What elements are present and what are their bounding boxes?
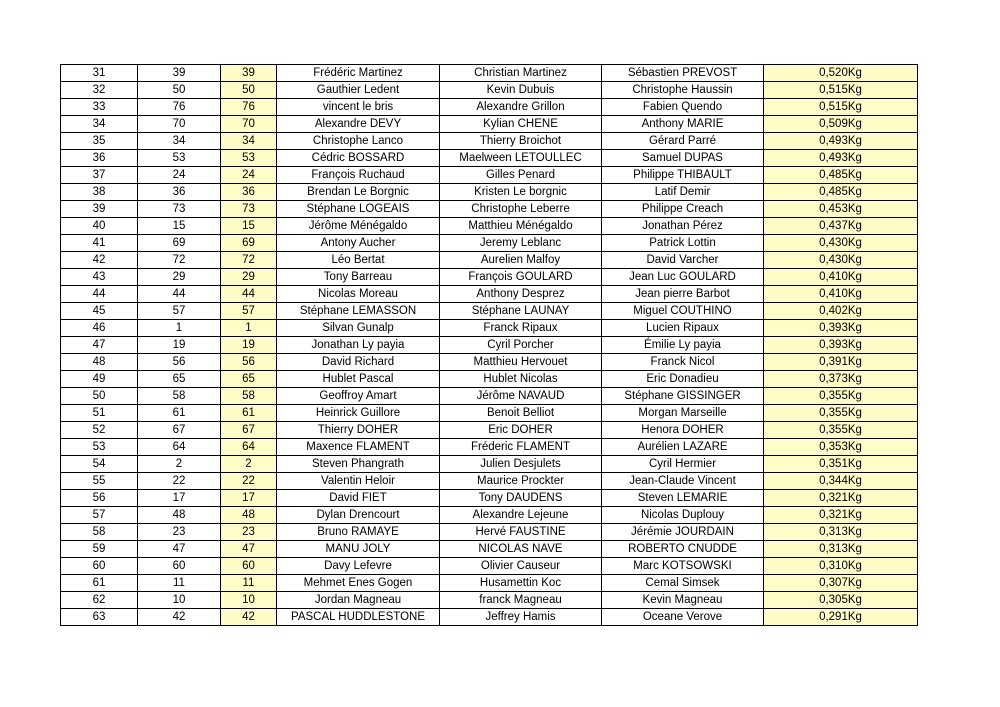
number-cell: 65 (138, 371, 221, 388)
angler-3-cell: Oceane Verove (602, 609, 764, 626)
table-row (61, 371, 918, 388)
weight-cell: 0,515Kg (764, 82, 918, 99)
angler-2-cell: Kevin Dubuis (440, 82, 602, 99)
weight-cell: 0,430Kg (764, 235, 918, 252)
number-cell: 60 (138, 558, 221, 575)
number-cell: 57 (138, 303, 221, 320)
number-highlight-cell: 50 (221, 82, 277, 99)
rank-cell: 42 (61, 252, 138, 269)
table-row (61, 320, 918, 337)
number-cell: 24 (138, 167, 221, 184)
rank-cell: 44 (61, 286, 138, 303)
number-cell: 67 (138, 422, 221, 439)
angler-1-cell: Dylan Drencourt (277, 507, 440, 524)
number-cell: 64 (138, 439, 221, 456)
angler-1-cell: Hublet Pascal (277, 371, 440, 388)
angler-2-cell: Alexandre Lejeune (440, 507, 602, 524)
number-cell: 29 (138, 269, 221, 286)
table-row (61, 82, 918, 99)
angler-3-cell: Gérard Parré (602, 133, 764, 150)
rank-cell: 34 (61, 116, 138, 133)
angler-1-cell: Bruno RAMAYE (277, 524, 440, 541)
table-row (61, 490, 918, 507)
number-highlight-cell: 11 (221, 575, 277, 592)
angler-1-cell: Mehmet Enes Gogen (277, 575, 440, 592)
weight-cell: 0,310Kg (764, 558, 918, 575)
number-highlight-cell: 69 (221, 235, 277, 252)
angler-1-cell: Geoffroy Amart (277, 388, 440, 405)
angler-1-cell: Heinrick Guillore (277, 405, 440, 422)
table-body (61, 65, 918, 626)
number-highlight-cell: 17 (221, 490, 277, 507)
angler-3-cell: Christophe Haussin (602, 82, 764, 99)
number-cell: 23 (138, 524, 221, 541)
number-cell: 56 (138, 354, 221, 371)
angler-1-cell: Antony Aucher (277, 235, 440, 252)
weight-cell: 0,485Kg (764, 184, 918, 201)
angler-2-cell: NICOLAS NAVE (440, 541, 602, 558)
rank-cell: 61 (61, 575, 138, 592)
rank-cell: 45 (61, 303, 138, 320)
number-highlight-cell: 67 (221, 422, 277, 439)
angler-3-cell: David Varcher (602, 252, 764, 269)
number-highlight-cell: 72 (221, 252, 277, 269)
angler-3-cell: Steven LEMARIE (602, 490, 764, 507)
rank-cell: 47 (61, 337, 138, 354)
angler-1-cell: Frédéric Martinez (277, 65, 440, 82)
angler-1-cell: Tony Barreau (277, 269, 440, 286)
table-row (61, 286, 918, 303)
number-cell: 76 (138, 99, 221, 116)
angler-3-cell: Franck Nicol (602, 354, 764, 371)
number-highlight-cell: 2 (221, 456, 277, 473)
number-cell: 19 (138, 337, 221, 354)
weight-cell: 0,344Kg (764, 473, 918, 490)
rank-cell: 43 (61, 269, 138, 286)
table-row (61, 456, 918, 473)
angler-3-cell: Patrick Lottin (602, 235, 764, 252)
number-highlight-cell: 36 (221, 184, 277, 201)
table-row (61, 473, 918, 490)
rank-cell: 38 (61, 184, 138, 201)
number-cell: 58 (138, 388, 221, 405)
number-cell: 11 (138, 575, 221, 592)
number-cell: 53 (138, 150, 221, 167)
weight-cell: 0,410Kg (764, 269, 918, 286)
number-highlight-cell: 42 (221, 609, 277, 626)
rank-cell: 53 (61, 439, 138, 456)
angler-3-cell: ROBERTO CNUDDE (602, 541, 764, 558)
angler-3-cell: Eric Donadieu (602, 371, 764, 388)
number-cell: 73 (138, 201, 221, 218)
angler-2-cell: Olivier Causeur (440, 558, 602, 575)
angler-1-cell: vincent le bris (277, 99, 440, 116)
weight-cell: 0,351Kg (764, 456, 918, 473)
table-row (61, 184, 918, 201)
number-cell: 22 (138, 473, 221, 490)
number-highlight-cell: 22 (221, 473, 277, 490)
angler-3-cell: Émilie Ly payia (602, 337, 764, 354)
number-highlight-cell: 64 (221, 439, 277, 456)
number-highlight-cell: 76 (221, 99, 277, 116)
rank-cell: 59 (61, 541, 138, 558)
table-row (61, 354, 918, 371)
table-row (61, 541, 918, 558)
angler-1-cell: Thierry DOHER (277, 422, 440, 439)
number-cell: 48 (138, 507, 221, 524)
number-highlight-cell: 65 (221, 371, 277, 388)
angler-3-cell: Lucien Ripaux (602, 320, 764, 337)
angler-3-cell: Henora DOHER (602, 422, 764, 439)
angler-3-cell: Jean pierre Barbot (602, 286, 764, 303)
angler-3-cell: Latif Demir (602, 184, 764, 201)
number-highlight-cell: 61 (221, 405, 277, 422)
angler-3-cell: Kevin Magneau (602, 592, 764, 609)
angler-1-cell: Gauthier Ledent (277, 82, 440, 99)
rank-cell: 46 (61, 320, 138, 337)
table-row (61, 235, 918, 252)
number-cell: 72 (138, 252, 221, 269)
angler-2-cell: Jeremy Leblanc (440, 235, 602, 252)
rank-cell: 60 (61, 558, 138, 575)
number-cell: 17 (138, 490, 221, 507)
weight-cell: 0,373Kg (764, 371, 918, 388)
angler-3-cell: Anthony MARIE (602, 116, 764, 133)
angler-2-cell: Hervé FAUSTINE (440, 524, 602, 541)
angler-2-cell: Kristen Le borgnic (440, 184, 602, 201)
angler-2-cell: Kylian CHENE (440, 116, 602, 133)
rank-cell: 37 (61, 167, 138, 184)
table-row (61, 439, 918, 456)
table-row (61, 422, 918, 439)
angler-1-cell: Davy Lefevre (277, 558, 440, 575)
rank-cell: 51 (61, 405, 138, 422)
angler-3-cell: Cemal Simsek (602, 575, 764, 592)
angler-3-cell: Jérémie JOURDAIN (602, 524, 764, 541)
angler-2-cell: Christophe Leberre (440, 201, 602, 218)
angler-2-cell: Anthony Desprez (440, 286, 602, 303)
weight-cell: 0,509Kg (764, 116, 918, 133)
angler-1-cell: Alexandre DEVY (277, 116, 440, 133)
angler-1-cell: Jérôme Ménégaldo (277, 218, 440, 235)
weight-cell: 0,402Kg (764, 303, 918, 320)
table-row (61, 303, 918, 320)
angler-2-cell: Cyril Porcher (440, 337, 602, 354)
angler-2-cell: Stéphane LAUNAY (440, 303, 602, 320)
weight-cell: 0,355Kg (764, 388, 918, 405)
number-highlight-cell: 48 (221, 507, 277, 524)
weight-cell: 0,291Kg (764, 609, 918, 626)
angler-2-cell: Gilles Penard (440, 167, 602, 184)
weight-cell: 0,313Kg (764, 541, 918, 558)
number-highlight-cell: 34 (221, 133, 277, 150)
angler-1-cell: MANU JOLY (277, 541, 440, 558)
rank-cell: 33 (61, 99, 138, 116)
number-highlight-cell: 44 (221, 286, 277, 303)
angler-3-cell: Cyril Hermier (602, 456, 764, 473)
angler-3-cell: Stéphane GISSINGER (602, 388, 764, 405)
rank-cell: 49 (61, 371, 138, 388)
rank-cell: 54 (61, 456, 138, 473)
angler-2-cell: Alexandre Grillon (440, 99, 602, 116)
angler-2-cell: Maurice Prockter (440, 473, 602, 490)
number-highlight-cell: 23 (221, 524, 277, 541)
angler-3-cell: Jean Luc GOULARD (602, 269, 764, 286)
angler-3-cell: Aurélien LAZARE (602, 439, 764, 456)
angler-2-cell: Fréderic FLAMENT (440, 439, 602, 456)
weight-cell: 0,353Kg (764, 439, 918, 456)
angler-1-cell: David Richard (277, 354, 440, 371)
angler-2-cell: franck Magneau (440, 592, 602, 609)
number-highlight-cell: 57 (221, 303, 277, 320)
table-row (61, 405, 918, 422)
angler-2-cell: Maelween LETOULLEC (440, 150, 602, 167)
angler-2-cell: Matthieu Hervouet (440, 354, 602, 371)
weight-cell: 0,321Kg (764, 490, 918, 507)
weight-cell: 0,393Kg (764, 320, 918, 337)
angler-1-cell: Maxence FLAMENT (277, 439, 440, 456)
rank-cell: 57 (61, 507, 138, 524)
angler-1-cell: Nicolas Moreau (277, 286, 440, 303)
number-highlight-cell: 73 (221, 201, 277, 218)
angler-1-cell: Stéphane LEMASSON (277, 303, 440, 320)
angler-3-cell: Morgan Marseille (602, 405, 764, 422)
rank-cell: 41 (61, 235, 138, 252)
number-cell: 1 (138, 320, 221, 337)
rank-cell: 31 (61, 65, 138, 82)
angler-3-cell: Samuel DUPAS (602, 150, 764, 167)
angler-3-cell: Philippe Creach (602, 201, 764, 218)
rank-cell: 55 (61, 473, 138, 490)
number-cell: 42 (138, 609, 221, 626)
rank-cell: 50 (61, 388, 138, 405)
number-highlight-cell: 58 (221, 388, 277, 405)
number-highlight-cell: 29 (221, 269, 277, 286)
weight-cell: 0,321Kg (764, 507, 918, 524)
table-row (61, 609, 918, 626)
angler-1-cell: Brendan Le Borgnic (277, 184, 440, 201)
weight-cell: 0,305Kg (764, 592, 918, 609)
angler-2-cell: Julien Desjulets (440, 456, 602, 473)
weight-cell: 0,393Kg (764, 337, 918, 354)
angler-2-cell: Jeffrey Hamis (440, 609, 602, 626)
number-cell: 36 (138, 184, 221, 201)
number-cell: 70 (138, 116, 221, 133)
angler-2-cell: Christian Martinez (440, 65, 602, 82)
table-row (61, 218, 918, 235)
number-cell: 15 (138, 218, 221, 235)
angler-2-cell: Thierry Broichot (440, 133, 602, 150)
rank-cell: 32 (61, 82, 138, 99)
angler-1-cell: Jonathan Ly payia (277, 337, 440, 354)
angler-3-cell: Marc KOTSOWSKI (602, 558, 764, 575)
results-table (60, 64, 918, 626)
rank-cell: 58 (61, 524, 138, 541)
angler-2-cell: Franck Ripaux (440, 320, 602, 337)
rank-cell: 62 (61, 592, 138, 609)
rank-cell: 52 (61, 422, 138, 439)
rank-cell: 39 (61, 201, 138, 218)
angler-1-cell: PASCAL HUDDLESTONE (277, 609, 440, 626)
weight-cell: 0,515Kg (764, 99, 918, 116)
angler-3-cell: Jean-Claude Vincent (602, 473, 764, 490)
table-row (61, 150, 918, 167)
angler-1-cell: Cédric BOSSARD (277, 150, 440, 167)
angler-2-cell: Matthieu Ménégaldo (440, 218, 602, 235)
weight-cell: 0,307Kg (764, 575, 918, 592)
table-row (61, 524, 918, 541)
number-cell: 47 (138, 541, 221, 558)
angler-3-cell: Nicolas Duplouy (602, 507, 764, 524)
angler-1-cell: Jordan Magneau (277, 592, 440, 609)
number-highlight-cell: 39 (221, 65, 277, 82)
number-cell: 34 (138, 133, 221, 150)
weight-cell: 0,410Kg (764, 286, 918, 303)
weight-cell: 0,355Kg (764, 422, 918, 439)
table-row (61, 337, 918, 354)
angler-2-cell: Jérôme NAVAUD (440, 388, 602, 405)
angler-2-cell: François GOULARD (440, 269, 602, 286)
table-row (61, 252, 918, 269)
angler-2-cell: Aurelien Malfoy (440, 252, 602, 269)
number-cell: 61 (138, 405, 221, 422)
number-cell: 39 (138, 65, 221, 82)
angler-3-cell: Jonathan Pérez (602, 218, 764, 235)
number-cell: 69 (138, 235, 221, 252)
angler-2-cell: Tony DAUDENS (440, 490, 602, 507)
angler-1-cell: Silvan Gunalp (277, 320, 440, 337)
number-highlight-cell: 70 (221, 116, 277, 133)
angler-3-cell: Miguel COUTHINO (602, 303, 764, 320)
angler-1-cell: Christophe Lanco (277, 133, 440, 150)
weight-cell: 0,313Kg (764, 524, 918, 541)
number-cell: 50 (138, 82, 221, 99)
angler-1-cell: Léo Bertat (277, 252, 440, 269)
table-row (61, 269, 918, 286)
number-highlight-cell: 15 (221, 218, 277, 235)
angler-2-cell: Husamettin Koc (440, 575, 602, 592)
angler-2-cell: Benoit Belliot (440, 405, 602, 422)
number-highlight-cell: 53 (221, 150, 277, 167)
weight-cell: 0,437Kg (764, 218, 918, 235)
table-row (61, 388, 918, 405)
weight-cell: 0,493Kg (764, 150, 918, 167)
angler-3-cell: Sébastien PREVOST (602, 65, 764, 82)
number-cell: 2 (138, 456, 221, 473)
table-row (61, 558, 918, 575)
angler-1-cell: François Ruchaud (277, 167, 440, 184)
number-highlight-cell: 60 (221, 558, 277, 575)
weight-cell: 0,391Kg (764, 354, 918, 371)
number-highlight-cell: 47 (221, 541, 277, 558)
weight-cell: 0,430Kg (764, 252, 918, 269)
number-highlight-cell: 19 (221, 337, 277, 354)
number-highlight-cell: 10 (221, 592, 277, 609)
angler-1-cell: Steven Phangrath (277, 456, 440, 473)
number-highlight-cell: 1 (221, 320, 277, 337)
number-highlight-cell: 56 (221, 354, 277, 371)
table-row (61, 201, 918, 218)
number-cell: 44 (138, 286, 221, 303)
weight-cell: 0,485Kg (764, 167, 918, 184)
angler-2-cell: Eric DOHER (440, 422, 602, 439)
table-row (61, 116, 918, 133)
table-row (61, 99, 918, 116)
rank-cell: 48 (61, 354, 138, 371)
table-row (61, 575, 918, 592)
angler-2-cell: Hublet Nicolas (440, 371, 602, 388)
weight-cell: 0,493Kg (764, 133, 918, 150)
number-cell: 10 (138, 592, 221, 609)
angler-3-cell: Philippe THIBAULT (602, 167, 764, 184)
table-row (61, 507, 918, 524)
angler-1-cell: Valentin Heloir (277, 473, 440, 490)
rank-cell: 56 (61, 490, 138, 507)
table-row (61, 133, 918, 150)
rank-cell: 35 (61, 133, 138, 150)
weight-cell: 0,453Kg (764, 201, 918, 218)
rank-cell: 40 (61, 218, 138, 235)
angler-3-cell: Fabien Quendo (602, 99, 764, 116)
table-row (61, 167, 918, 184)
table-row (61, 592, 918, 609)
number-highlight-cell: 24 (221, 167, 277, 184)
weight-cell: 0,355Kg (764, 405, 918, 422)
angler-1-cell: David FIET (277, 490, 440, 507)
weight-cell: 0,520Kg (764, 65, 918, 82)
rank-cell: 36 (61, 150, 138, 167)
rank-cell: 63 (61, 609, 138, 626)
table-row (61, 65, 918, 82)
angler-1-cell: Stéphane LOGEAIS (277, 201, 440, 218)
